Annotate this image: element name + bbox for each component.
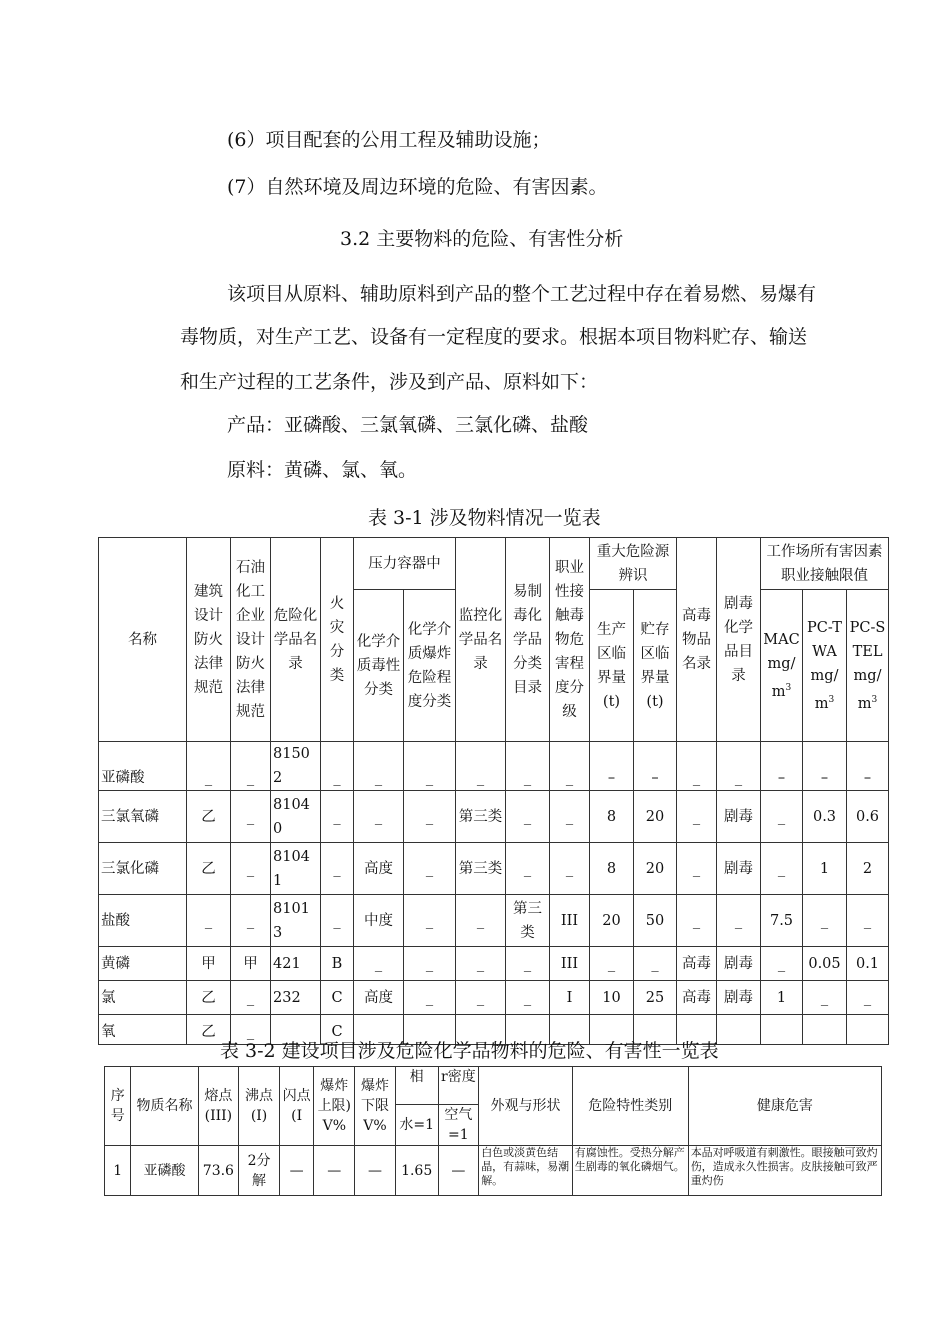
table-cell: _ — [717, 742, 761, 791]
table-cell: 第三类 — [456, 843, 506, 895]
table-cell: _ — [404, 895, 456, 947]
header-high-toxic: 高毒物品名录 — [677, 538, 717, 742]
header-pcstel: PC-STEL $mg/m^3$ — [847, 590, 889, 742]
table-cell: 20 — [634, 843, 677, 895]
table-cell: 高度 — [354, 981, 404, 1015]
header-precursor: 易制毒化学品分类目录 — [506, 538, 550, 742]
table-row — [99, 895, 889, 947]
table-cell: – — [847, 742, 889, 791]
table-cell: _ — [404, 843, 456, 895]
header-seq: 序号 — [105, 1067, 131, 1146]
table-cell: _ — [803, 981, 847, 1015]
header-major: 重大危险源辨识 — [590, 538, 677, 590]
table-cell: 1 — [803, 843, 847, 895]
table-cell: 0.1 — [847, 947, 889, 981]
table-cell: C — [321, 1015, 354, 1045]
table-cell: 高度 — [354, 843, 404, 895]
table-cell: _ — [456, 947, 506, 981]
header-monitored: 监控化学品名录 — [456, 538, 506, 742]
header-air: 空气=1 — [438, 1105, 479, 1146]
table-cell: 剧毒 — [717, 843, 761, 895]
table-cell: 1 — [761, 981, 803, 1015]
table-cell: _ — [677, 895, 717, 947]
table-cell: III — [550, 947, 590, 981]
header-rel: 相 — [395, 1067, 438, 1105]
header-toxicity: 化学介质毒性分类 — [354, 590, 404, 742]
table-cell: 20 — [590, 895, 634, 947]
row-hazard: 有腐蚀性。受热分解产生剧毒的氧化磷烟气。 — [572, 1146, 688, 1196]
table-cell: _ — [354, 742, 404, 791]
intro-paragraph-line-1: 该项目从原料、辅助原料到产品的整个工艺过程中存在着易燃、易爆有 — [227, 283, 817, 305]
table-cell: – — [803, 742, 847, 791]
table-cell: 81502 — [271, 742, 321, 791]
table-cell: 0.6 — [847, 791, 889, 843]
table-cell: 8 — [590, 843, 634, 895]
table-cell: 乙 — [187, 791, 231, 843]
header-petro: 石油化工企业设计防火法律规范 — [231, 538, 271, 742]
header-upper: 爆炸上限)V% — [314, 1067, 355, 1146]
table-cell: _ — [321, 791, 354, 843]
table-cell: _ — [321, 742, 354, 791]
table1-caption: 表 3-1 涉及物料情况一览表 — [368, 507, 601, 529]
table-cell: 7.5 — [761, 895, 803, 947]
table-cell: _ — [456, 742, 506, 791]
table-cell: _ — [404, 981, 456, 1015]
material-name-cell: 三氯氧磷 — [99, 791, 187, 843]
table-cell: 81041 — [271, 843, 321, 895]
header-water: 水=1 — [395, 1105, 438, 1146]
table-cell: _ — [677, 843, 717, 895]
table-cell: – — [634, 742, 677, 791]
row-melt: 73.6 — [198, 1146, 239, 1196]
table-cell: 2 — [847, 843, 889, 895]
table-cell: _ — [803, 895, 847, 947]
header-name: 名称 — [99, 538, 187, 742]
list-item-7: (7）自然环境及周边环境的危险、有害因素。 — [227, 176, 608, 198]
table-cell: _ — [506, 791, 550, 843]
table-cell: 50 — [634, 895, 677, 947]
intro-paragraph-line-2: 毒物质，对生产工艺、设备有一定程度的要求。根据本项目物料贮存、输送 — [180, 326, 808, 348]
table-cell: 232 — [271, 981, 321, 1015]
header-health: 健康危害 — [688, 1067, 881, 1146]
table-cell: _ — [354, 947, 404, 981]
header-fire: 火灾分类 — [321, 538, 354, 742]
table-cell: _ — [550, 742, 590, 791]
table-cell: _ — [550, 791, 590, 843]
row-health: 本品对呼吸道有刺激性。眼接触可致灼伤，造成永久性损害。皮肤接触可致严重灼伤 — [688, 1146, 881, 1196]
table-cell: _ — [456, 981, 506, 1015]
material-name-cell: 亚磷酸 — [99, 742, 187, 791]
table-cell: _ — [550, 843, 590, 895]
table-cell: _ — [634, 947, 677, 981]
list-item-6: (6）项目配套的公用工程及辅助设施； — [227, 129, 551, 151]
table-cell: 0.3 — [803, 791, 847, 843]
header-hazard: 危险特性类别 — [572, 1067, 688, 1146]
table-cell: _ — [231, 843, 271, 895]
table-row — [99, 843, 889, 895]
header-store-critical: 贮存区临界量(t) — [634, 590, 677, 742]
table-cell: _ — [187, 742, 231, 791]
material-name-cell: 氯 — [99, 981, 187, 1015]
table-row — [99, 791, 889, 843]
table-cell: _ — [404, 791, 456, 843]
table-cell: _ — [717, 895, 761, 947]
table-cell: _ — [231, 895, 271, 947]
header-mac: MAC $mg/m^3$ — [761, 590, 803, 742]
table-cell: 第三类 — [506, 895, 550, 947]
table-cell: 第三类 — [456, 791, 506, 843]
table-cell: 10 — [590, 981, 634, 1015]
table-cell: III — [550, 895, 590, 947]
row-water: 1.65 — [395, 1146, 438, 1196]
table-cell: – — [761, 742, 803, 791]
table-cell: _ — [590, 947, 634, 981]
table-cell: _ — [231, 742, 271, 791]
materials-table — [98, 537, 889, 1045]
table-cell: _ — [404, 742, 456, 791]
table-cell: B — [321, 947, 354, 981]
table-cell: _ — [761, 843, 803, 895]
header-catalog: 危险化学品名录 — [271, 538, 321, 742]
table-cell: I — [550, 981, 590, 1015]
table-cell: 乙 — [187, 981, 231, 1015]
material-name-cell: 氧 — [99, 1015, 187, 1045]
table-cell: 剧毒 — [717, 947, 761, 981]
table2-caption: 表 3-2 建设项目涉及危险化学品物料的危险、有害性一览表 — [220, 1040, 719, 1062]
table-row — [99, 981, 889, 1015]
table-cell: 81040 — [271, 791, 321, 843]
row-flash: — — [279, 1146, 314, 1196]
table-cell: _ — [677, 791, 717, 843]
table-cell: _ — [506, 742, 550, 791]
table-cell: 乙 — [187, 843, 231, 895]
row-name: 亚磷酸 — [131, 1146, 198, 1196]
table-cell: _ — [354, 791, 404, 843]
material-name-cell: 黄磷 — [99, 947, 187, 981]
table-cell: 剧毒 — [717, 981, 761, 1015]
hazard-table — [104, 1066, 882, 1196]
table-cell: 25 — [634, 981, 677, 1015]
table-cell: 81013 — [271, 895, 321, 947]
intro-paragraph-line-3: 和生产过程的工艺条件，涉及到产品、原料如下： — [180, 371, 599, 393]
header-lower: 爆炸下限V% — [355, 1067, 396, 1146]
table-cell: _ — [506, 981, 550, 1015]
table-cell: 剧毒 — [717, 791, 761, 843]
table-cell: 甲 — [231, 947, 271, 981]
table-cell — [847, 1015, 889, 1045]
header-density: r密度 — [438, 1067, 479, 1105]
header-pressure: 压力容器中 — [354, 538, 456, 590]
table-row — [99, 947, 889, 981]
header-prod-critical: 生产区临界量(t) — [590, 590, 634, 742]
table-cell — [803, 1015, 847, 1045]
row-air: — — [438, 1146, 479, 1196]
row-seq: 1 — [105, 1146, 131, 1196]
products-line: 产品：亚磷酸、三氯氧磷、三氯化磷、盐酸 — [227, 414, 589, 436]
header-appearance: 外观与形状 — [479, 1067, 573, 1146]
table-cell: C — [321, 981, 354, 1015]
row-lower: — — [355, 1146, 396, 1196]
table-cell: 高毒 — [677, 947, 717, 981]
row-upper: — — [314, 1146, 355, 1196]
table-cell: _ — [506, 843, 550, 895]
section-heading: 3.2 主要物料的危险、有害性分析 — [340, 228, 624, 250]
table-cell: _ — [404, 947, 456, 981]
table-cell: 8 — [590, 791, 634, 843]
table-cell: 乙 — [187, 1015, 231, 1045]
table-cell: 甲 — [187, 947, 231, 981]
table-cell: 20 — [634, 791, 677, 843]
header-limits: 工作场所有害因素职业接触限值 — [761, 538, 889, 590]
header-severe-toxic: 剧毒化学品目录 — [717, 538, 761, 742]
table-cell: – — [590, 742, 634, 791]
table-cell: 高毒 — [677, 981, 717, 1015]
header-boil: 沸点(I) — [239, 1067, 280, 1146]
table-cell: _ — [187, 895, 231, 947]
header-pctwa: PC-TWA $mg/m^3$ — [803, 590, 847, 742]
table-cell — [717, 1015, 761, 1045]
materials-line: 原料：黄磷、氯、氧。 — [227, 459, 418, 481]
table-cell: _ — [761, 791, 803, 843]
header-melt: 熔点(III) — [198, 1067, 239, 1146]
row-appearance: 白色或淡黄色结晶，有蒜味，易潮解。 — [479, 1146, 573, 1196]
header-building: 建筑设计防火法律规范 — [187, 538, 231, 742]
header-substance: 物质名称 — [131, 1067, 198, 1146]
table-cell: _ — [847, 895, 889, 947]
table-cell: 中度 — [354, 895, 404, 947]
table-cell: _ — [321, 895, 354, 947]
table-cell: 421 — [271, 947, 321, 981]
table-cell: _ — [456, 895, 506, 947]
header-explosion: 化学介质爆炸危险程度分类 — [404, 590, 456, 742]
table-cell: _ — [847, 981, 889, 1015]
table-cell: _ — [677, 742, 717, 791]
material-name-cell: 三氯化磷 — [99, 843, 187, 895]
table-cell — [761, 1015, 803, 1045]
table-cell: _ — [506, 947, 550, 981]
header-occupational: 职业性接触毒物危害程度分级 — [550, 538, 590, 742]
table-cell: 0.05 — [803, 947, 847, 981]
row-boil: 2分解 — [239, 1146, 280, 1196]
table-row — [99, 742, 889, 791]
table-cell: _ — [231, 981, 271, 1015]
material-name-cell: 盐酸 — [99, 895, 187, 947]
table-cell: _ — [761, 947, 803, 981]
table-cell: _ — [321, 843, 354, 895]
table-cell: _ — [231, 791, 271, 843]
table-cell: _ — [231, 1015, 271, 1045]
header-flash: 闪点(I — [279, 1067, 314, 1146]
